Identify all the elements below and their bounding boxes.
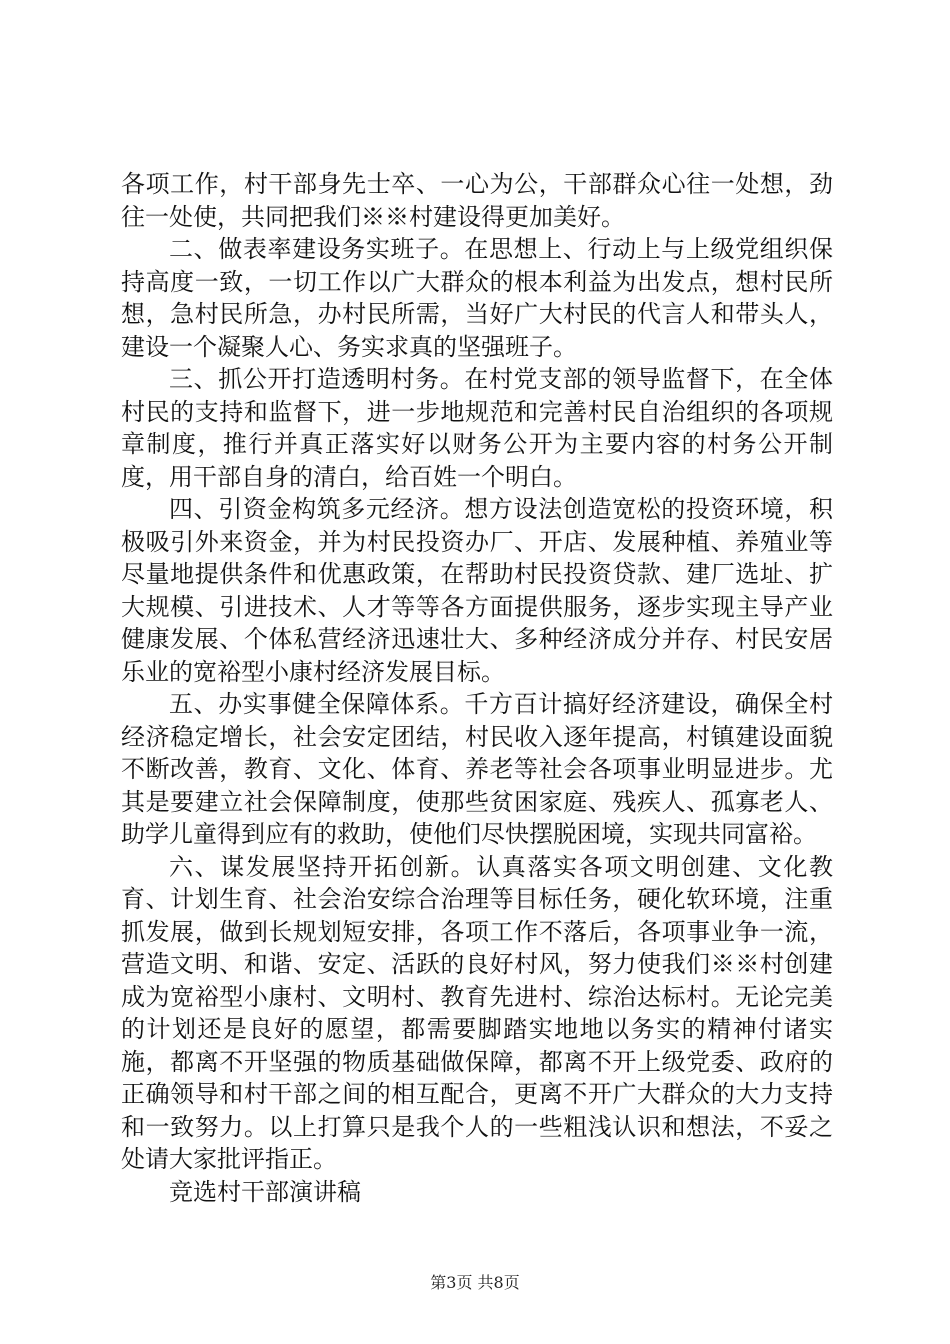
- document-body: [121, 168, 833, 1208]
- paragraph-next-title: 竞选村干部演讲稿: [169, 1177, 361, 1206]
- paragraph-section-2: 二、做表率建设务实班子。在思想上、行动上与上级党组织保持高度一致，一切工作以广大群众的根本利益为出发点，想村民所想，急村民所急，办村民所需，当好广大村民的代言人和带头人，建设一个凝聚人心、务实求真的坚强班子。: [121, 235, 833, 361]
- paragraph-section-4: 四、引资金构筑多元经济。想方设法创造宽松的投资环境，积极吸引外来资金，并为村民投资办厂、开店、发展种植、养殖业等尽量地提供条件和优惠政策，在帮助村民投资贷款、建厂选址、扩大规模、引进技术、人才等等各方面提供服务，逐步实现主导产业健康发展、个体私营经济迅速壮大、多种经济成分并存、村民安居乐业的宽裕型小康村经济发展目标。: [121, 495, 833, 686]
- paragraph-section-3: 三、抓公开打造透明村务。在村党支部的领导监督下，在全体村民的支持和监督下，进一步地规范和完善村民自治组织的各项规章制度，推行并真正落实好以财务公开为主要内容的村务公开制度，用干部自身的清白，给百姓一个明白。: [121, 365, 833, 491]
- paragraph-section-6: 六、谋发展坚持开拓创新。认真落实各项文明创建、文化教育、计划生育、社会治安综合治理等目标任务，硬化软环境，注重抓发展，做到长规划短安排，各项工作不落后，各项事业争一流，营造文明、和谐、安定、活跃的良好村风，努力使我们※※村创建成为宽裕型小康村、文明村、教育先进村、综治达标村。无论完美的计划还是良好的愿望，都需要脚踏实地地以务实的精神付诸实施，都离不开坚强的物质基础做保障，都离不开上级党委、政府的正确领导和村干部之间的相互配合，更离不开广大群众的大力支持和一致努力。以上打算只是我个人的一些粗浅认识和想法，不妥之处请大家批评指正。: [121, 852, 833, 1173]
- paragraph-section-5: 五、办实事健全保障体系。千方百计搞好经济建设，确保全村经济稳定增长，社会安定团结，村民收入逐年提高，村镇建设面貌不断改善，教育、文化、体育、养老等社会各项事业明显进步。尤其是要建立社会保障制度，使那些贫困家庭、残疾人、孤寡老人、助学儿童得到应有的救助，使他们尽快摆脱困境，实现共同富裕。: [121, 690, 833, 848]
- paragraph-continuation: 各项工作，村干部身先士卒、一心为公，干部群众心往一处想，劲往一处使，共同把我们※※村建设得更加美好。: [121, 170, 833, 231]
- page-footer: 第3页 共8页: [430, 1273, 520, 1292]
